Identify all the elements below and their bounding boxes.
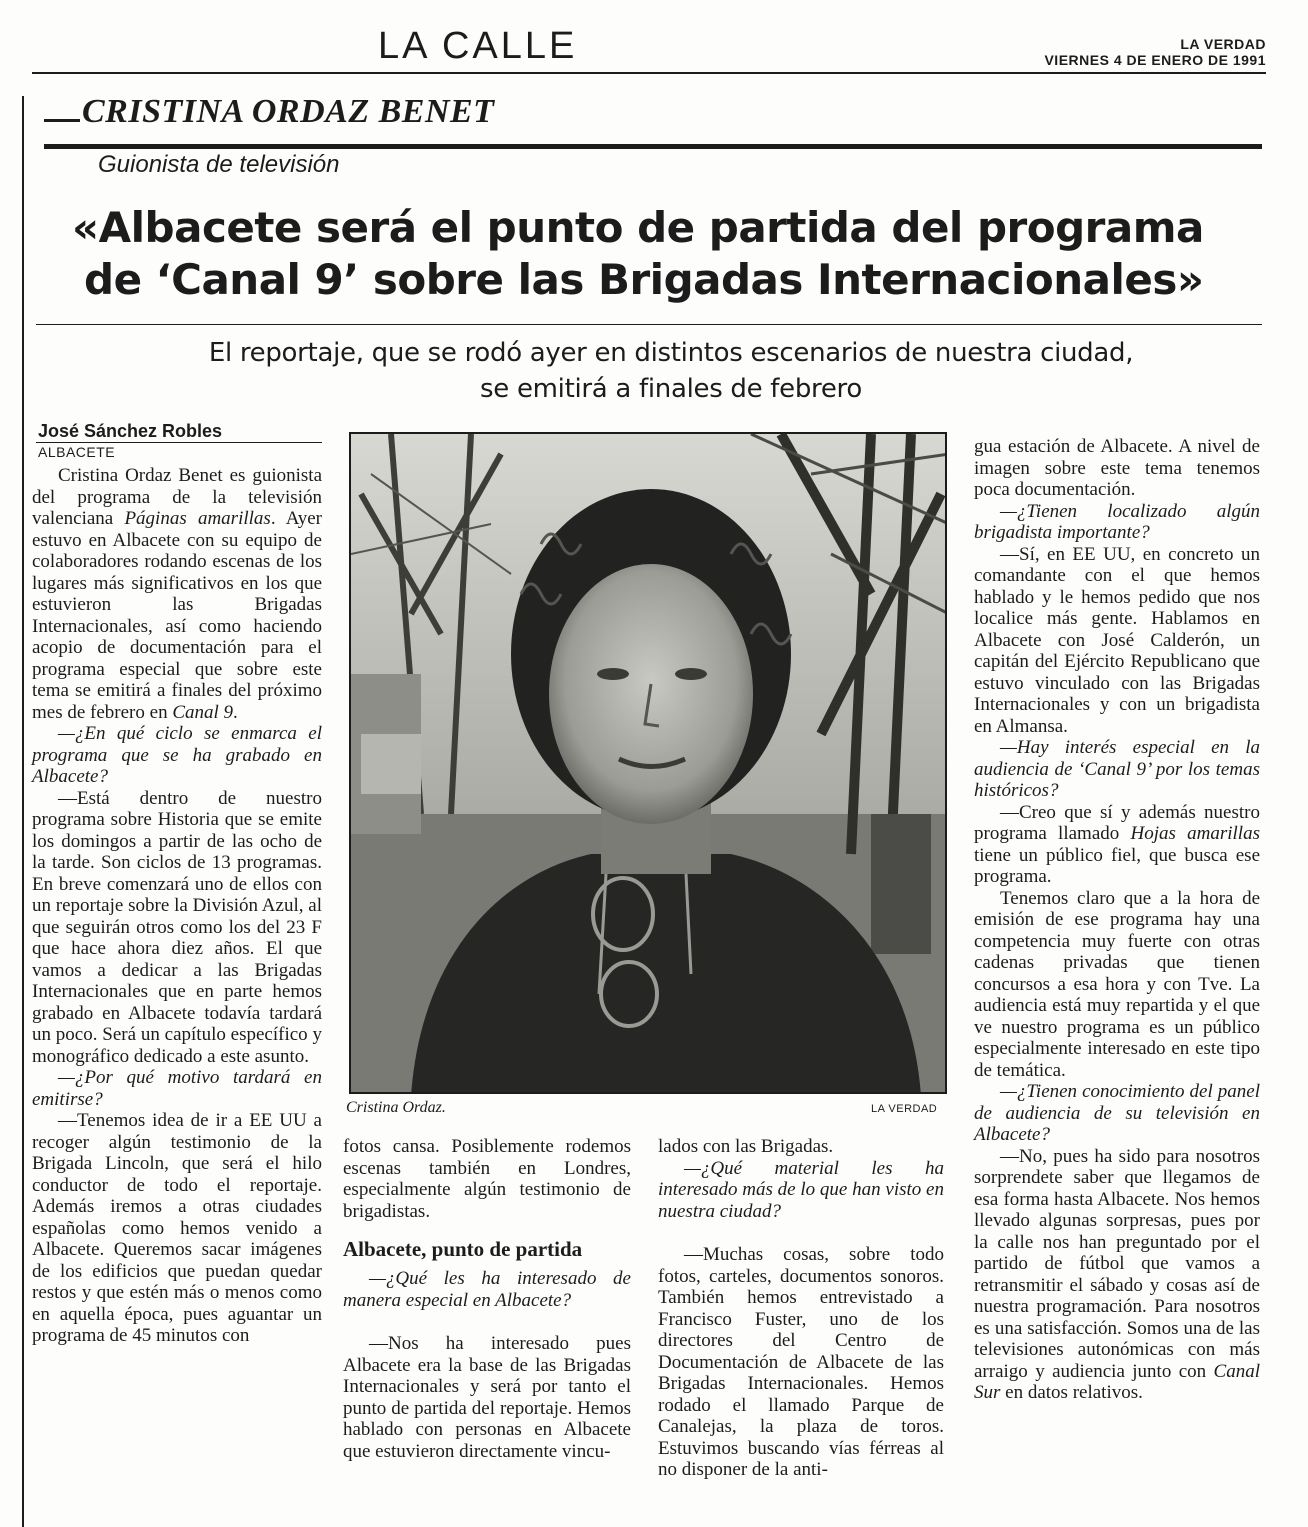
question-4: —¿Qué material les ha interesado más de lo que han visto en nuestra ciudad? bbox=[658, 1157, 944, 1222]
answer-2-continued: fotos cansa. Posiblemente rodemos escenas también en Londres, especialmente algún testimonio de brigadistas. bbox=[343, 1136, 631, 1222]
byline-city: ALBACETE bbox=[38, 444, 116, 460]
question-3: —¿Qué les ha interesado de manera especial en Albacete? bbox=[343, 1268, 631, 1311]
answer-7-channel-name: Canal Sur bbox=[974, 1360, 1260, 1403]
answer-2: —Tenemos idea de ir a EE UU a recoger algún testimonio de la Brigada Lincoln, que será el hilo conductor de todo el reportaje. Además iremos a otras ciudades españolas como hemos venido a Albacete. Queremos sacar imágenes de los edificios que puedan quedar restos y que estén más o menos como en aquella época, pues aguantar un programa de 45 minutos con bbox=[32, 1110, 322, 1346]
lead-text-a: Cristina Ordaz Benet es guionista del programa de la televisión valenciana bbox=[32, 465, 322, 529]
interviewee-role: Guionista de televisión bbox=[98, 151, 340, 178]
byline-author: José Sánchez Robles bbox=[38, 421, 223, 441]
headline-line-2: de ‘Canal 9’ sobre las Brigadas Internacionales» bbox=[84, 255, 1204, 304]
subheadline-line-1: El reportaje, que se rodó ayer en distintos escenarios de nuestra ciudad, bbox=[208, 338, 1134, 368]
portrait-illustration bbox=[351, 434, 947, 1094]
question-2: —¿Por qué motivo tardará en emitirse? bbox=[32, 1067, 322, 1110]
answer-3: —Nos ha interesado pues Albacete era la base de las Brigadas Internacionales y será por tanto el punto de partida del reportaje. Hemos hablado con personas en Albacete que estuvieron directamente vincu- bbox=[343, 1333, 631, 1462]
interviewee-name bbox=[44, 88, 494, 136]
interviewee-name-text: CRISTINA ORDAZ BENET bbox=[82, 93, 495, 130]
answer-7-text-a: —No, pues ha sido para nosotros sorprendete saber que llegamos de esa forma hasta Albacete. Nos hemos llevado algunas sorpresas, pues por la calle nos han preguntado por el partido de fútbol que vamos a retransmitir el sábado y cosas así de nuestra programación. Para nosotros es una satisfacción. Somos una de las televisiones autonómicas con más arraigo y audiencia junto con bbox=[974, 1145, 1260, 1382]
answer-6 bbox=[974, 802, 1260, 888]
answer-6-text-c: tiene un público fiel, que busca ese programa. bbox=[974, 844, 1260, 887]
photo-credit: LA VERDAD bbox=[871, 1103, 938, 1115]
answer-1: —Está dentro de nuestro programa sobre Historia que se emite los domingos a partir de las ocho de la tarde. Son ciclos de 13 programas. En breve comenzará uno de ellos con un reportaje sobre la División Azul, al que seguirán otros como los del 23 F que hace ahora diez años. El que vamos a dedicar a las Brigadas Internacionales que en parte hemos grabado en Albacete todavía tardará un poco. Será un capítulo específico y monográfico dedicado a este asunto. bbox=[32, 787, 322, 1067]
name-dash bbox=[44, 119, 80, 122]
lead-text-c: . Ayer estuvo en Albacete con su equipo de colaboradores rodando escenas de los lugares más significativos en los que estuvieron las Brigadas Internacionales, así como haciendo acopio de documentación para el programa especial que sobre este tema se emitirá a finales del próximo mes de febrero en bbox=[32, 508, 322, 723]
answer-6-paragraph-2: Tenemos claro que a la hora de emisión de ese programa hay una competencia muy fuerte con otras cadenas privadas que tienen concursos a esa hora y con Tve. La audiencia está muy repartida y el que ve nuestro programa es un público especialmente interesado en este tipo de temática. bbox=[974, 887, 1260, 1081]
question-1: —¿En qué ciclo se enmarca el programa que se ha grabado en Albacete? bbox=[32, 723, 322, 787]
article-column-2 bbox=[343, 1136, 631, 1462]
answer-4: —Muchas cosas, sobre todo fotos, carteles, documentos sonoros. También hemos entrevistado a Francisco Fuster, uno de los directores del Centro de Documentación de Albacete de las Brigadas Internacionales. Hemos rodado el llamado Parque de Canalejas, la plaza de toros. Estuvimos buscando vías férreas al no disponer de la anti- bbox=[658, 1244, 944, 1480]
answer-4-continued: gua estación de Albacete. A nivel de imagen sobre este tema tenemos poca documentación. bbox=[974, 436, 1260, 500]
article-column-3 bbox=[658, 1136, 944, 1481]
name-rule bbox=[44, 144, 1262, 149]
subheadline-line-2: se emitirá a finales de febrero bbox=[480, 374, 862, 404]
answer-6-text-a: —Creo que sí y además nuestro programa llamado bbox=[974, 801, 1260, 844]
lead-program-name: Páginas amarillas bbox=[124, 508, 271, 529]
spacer bbox=[658, 1222, 944, 1244]
headline-rule bbox=[36, 324, 1262, 325]
answer-7-text-c: en datos relativos. bbox=[1000, 1382, 1143, 1403]
section-subhead: Albacete, punto de partida bbox=[343, 1237, 583, 1261]
answer-6-program-name: Hojas amarillas bbox=[1130, 823, 1260, 844]
publication-date: VIERNES 4 DE ENERO DE 1991 bbox=[1044, 52, 1266, 68]
lead-channel-name: Canal 9 bbox=[172, 701, 234, 723]
question-6: —Hay interés especial en la audiencia de ‘Canal 9’ por los temas históricos? bbox=[974, 737, 1260, 801]
question-5: —¿Tienen localizado algún brigadista importante? bbox=[974, 500, 1260, 543]
headline-line-1: «Albacete será el punto de partida del programa bbox=[72, 203, 1204, 252]
lead-text-e: . bbox=[233, 701, 238, 723]
left-margin-rule bbox=[22, 96, 24, 1527]
photo-caption: Cristina Ordaz. bbox=[346, 1099, 446, 1116]
article-column-1 bbox=[32, 465, 322, 1347]
byline-rule bbox=[36, 442, 322, 443]
header-rule bbox=[32, 72, 1266, 74]
question-7: —¿Tienen conocimiento del panel de audiencia de su televisión en Albacete? bbox=[974, 1081, 1260, 1145]
newspaper-name: LA VERDAD bbox=[1180, 36, 1266, 52]
portrait-photo bbox=[349, 432, 947, 1094]
spacer bbox=[343, 1311, 631, 1333]
answer-7 bbox=[974, 1146, 1260, 1404]
answer-3-continued: lados con las Brigadas. bbox=[658, 1136, 834, 1157]
answer-5: —Sí, en EE UU, en concreto un comandante con el que hemos hablado y le hemos pedido que nos localice más gente. Hablamos en Albacete con José Calderón, un capitán del Ejército Republicano que estuvo vinculado con las Brigadas Internacionales y con un brigadista en Almansa. bbox=[974, 543, 1260, 737]
article-column-4 bbox=[974, 436, 1260, 1404]
section-title: LA CALLE bbox=[378, 25, 578, 67]
lead-paragraph bbox=[32, 465, 322, 723]
